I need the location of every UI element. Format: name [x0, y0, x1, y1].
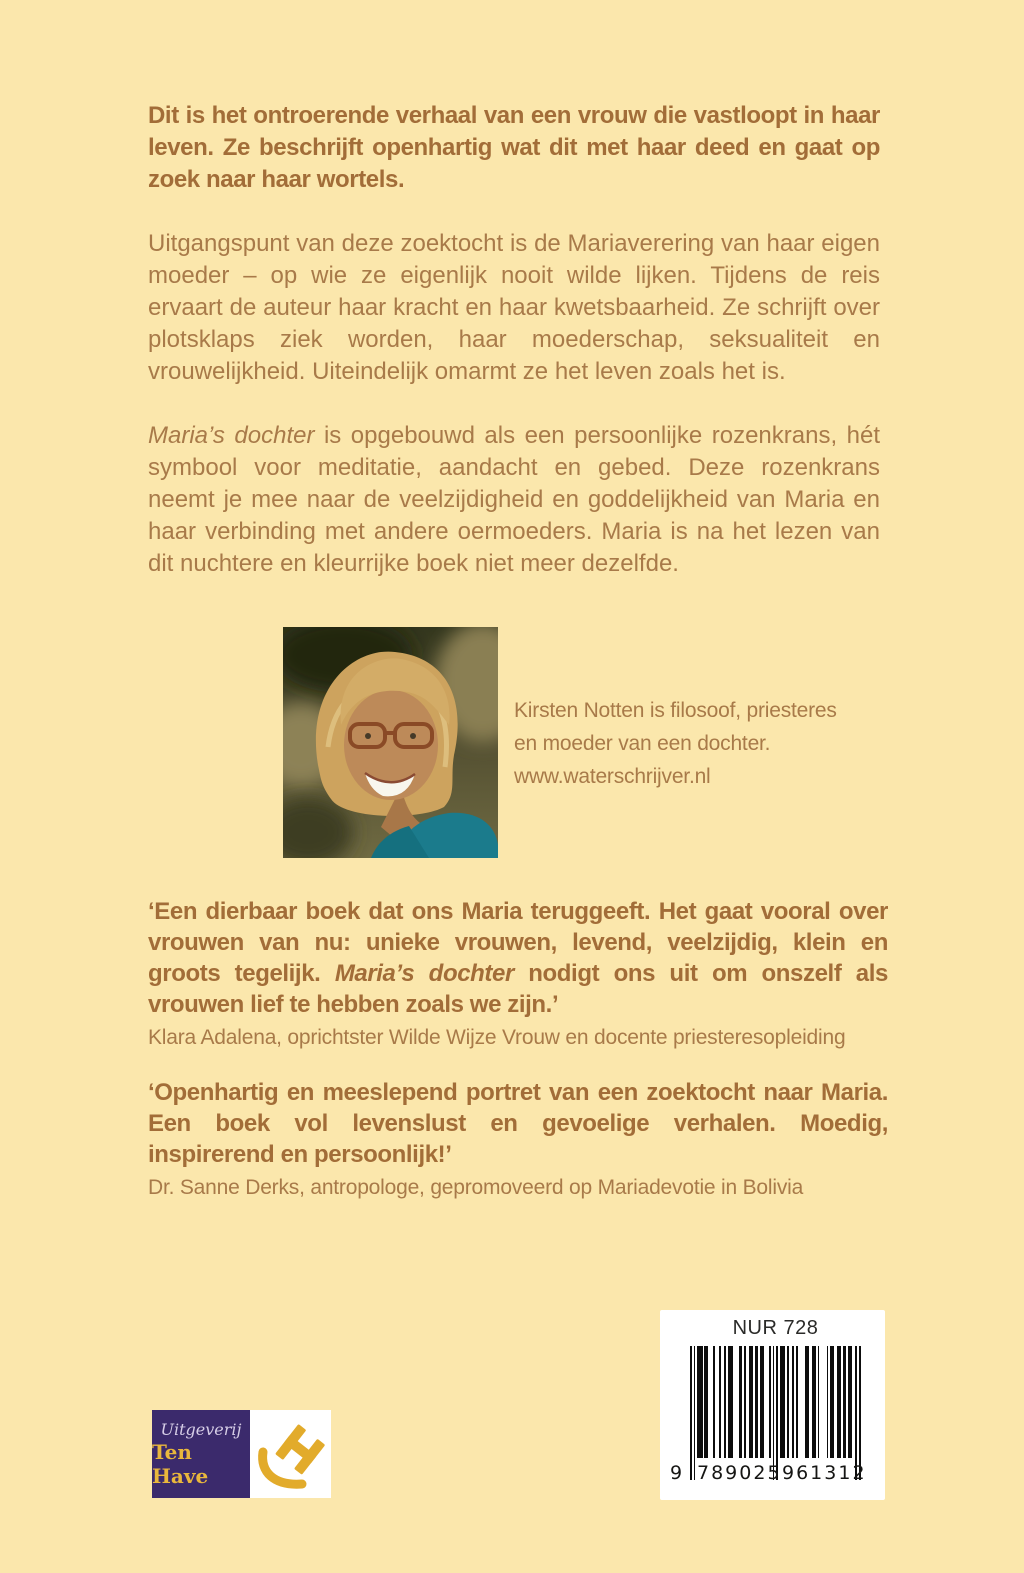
publisher-logo — [152, 1410, 331, 1498]
endorsement-2-attribution: Dr. Sanne Derks, antropologe, gepromoveerd op Mariadevotie in Bolivia — [148, 1176, 804, 1199]
isbn-group-1: 789025 — [697, 1462, 782, 1484]
ten-have-mark-icon — [250, 1410, 331, 1498]
book-title: Maria’s dochter — [148, 422, 315, 449]
endorsement-1-text: ‘Een dierbaar boek dat ons Maria teruggeeft. Het gaat vooral over vrouwen van nu: unieke vrouwen, levend, veelzijdig, klein en groots tegelijk. Maria’s dochter nodigt ons uit om onszelf als vrouwen lief te hebben zoals we zijn.’ — [148, 898, 888, 1018]
bio-line-2: en moeder van een dochter. — [514, 732, 771, 755]
author-website: www.waterschrijver.nl — [514, 765, 711, 788]
endorsement-2 — [148, 1077, 888, 1203]
isbn-check-digit: 9 — [670, 1462, 683, 1484]
journey-paragraph: Uitgangspunt van deze zoektocht is de Mariaverering van haar eigen moeder – op wie ze eigenlijk nooit wilde lijken. Tijdens de reis ervaart de auteur haar kracht en haar kwetsbaarheid. Ze schrijft over plotsklaps ziek worden, haar moederschap, seksualiteit en vrouwelijkheid. Uiteindelijk omarmt ze het leven zoals het is. — [148, 230, 880, 385]
nur-code: NUR 728 — [732, 1317, 819, 1339]
intro-paragraph: Dit is het ontroerende verhaal van een vrouw die vastloopt in haar leven. Ze beschrijft openhartig wat dit met haar deed en gaat op zoek naar haar wortels. — [148, 102, 880, 193]
endorsement-2-text: ‘Openhartig en meeslepend portret van een zoektocht naar Maria. Een boek vol levenslust en gevoelige verhalen. Moedig, inspirerend en persoonlijk!’ — [148, 1079, 888, 1168]
bio-line-1: Kirsten Notten is filosoof, priesteres — [514, 699, 837, 722]
synopsis — [148, 100, 880, 612]
author-bio — [514, 694, 837, 793]
structure-paragraph — [148, 420, 880, 580]
structure-paragraph-text: is opgebouwd als een persoonlijke rozenkrans, hét symbool voor meditatie, aandacht en gebed. Deze rozenkrans neemt je mee naar de veelzijdigheid en goddelijkheid van Maria en haar verbinding met andere oermoeders. Maria is na het lezen van dit nuchtere en kleurrijke boek niet meer dezelfde. — [148, 422, 880, 577]
author-photo — [283, 627, 498, 858]
publisher-imprint-label: Uitgeverij — [160, 1420, 242, 1439]
barcode-panel — [660, 1310, 885, 1500]
endorsement-1 — [148, 896, 888, 1053]
endorsement-1-attribution: Klara Adalena, oprichtster Wilde Wijze Vrouw en docente priesteresopleiding — [148, 1026, 846, 1049]
publisher-name-block — [152, 1410, 250, 1498]
isbn-number — [660, 1456, 885, 1486]
book-title-in-quote: Maria’s dochter — [334, 960, 514, 987]
author-portrait-image — [283, 627, 498, 858]
isbn-group-2: 961312 — [782, 1462, 867, 1484]
endorsements — [148, 896, 888, 1227]
publisher-name: Ten Have — [152, 1440, 209, 1488]
